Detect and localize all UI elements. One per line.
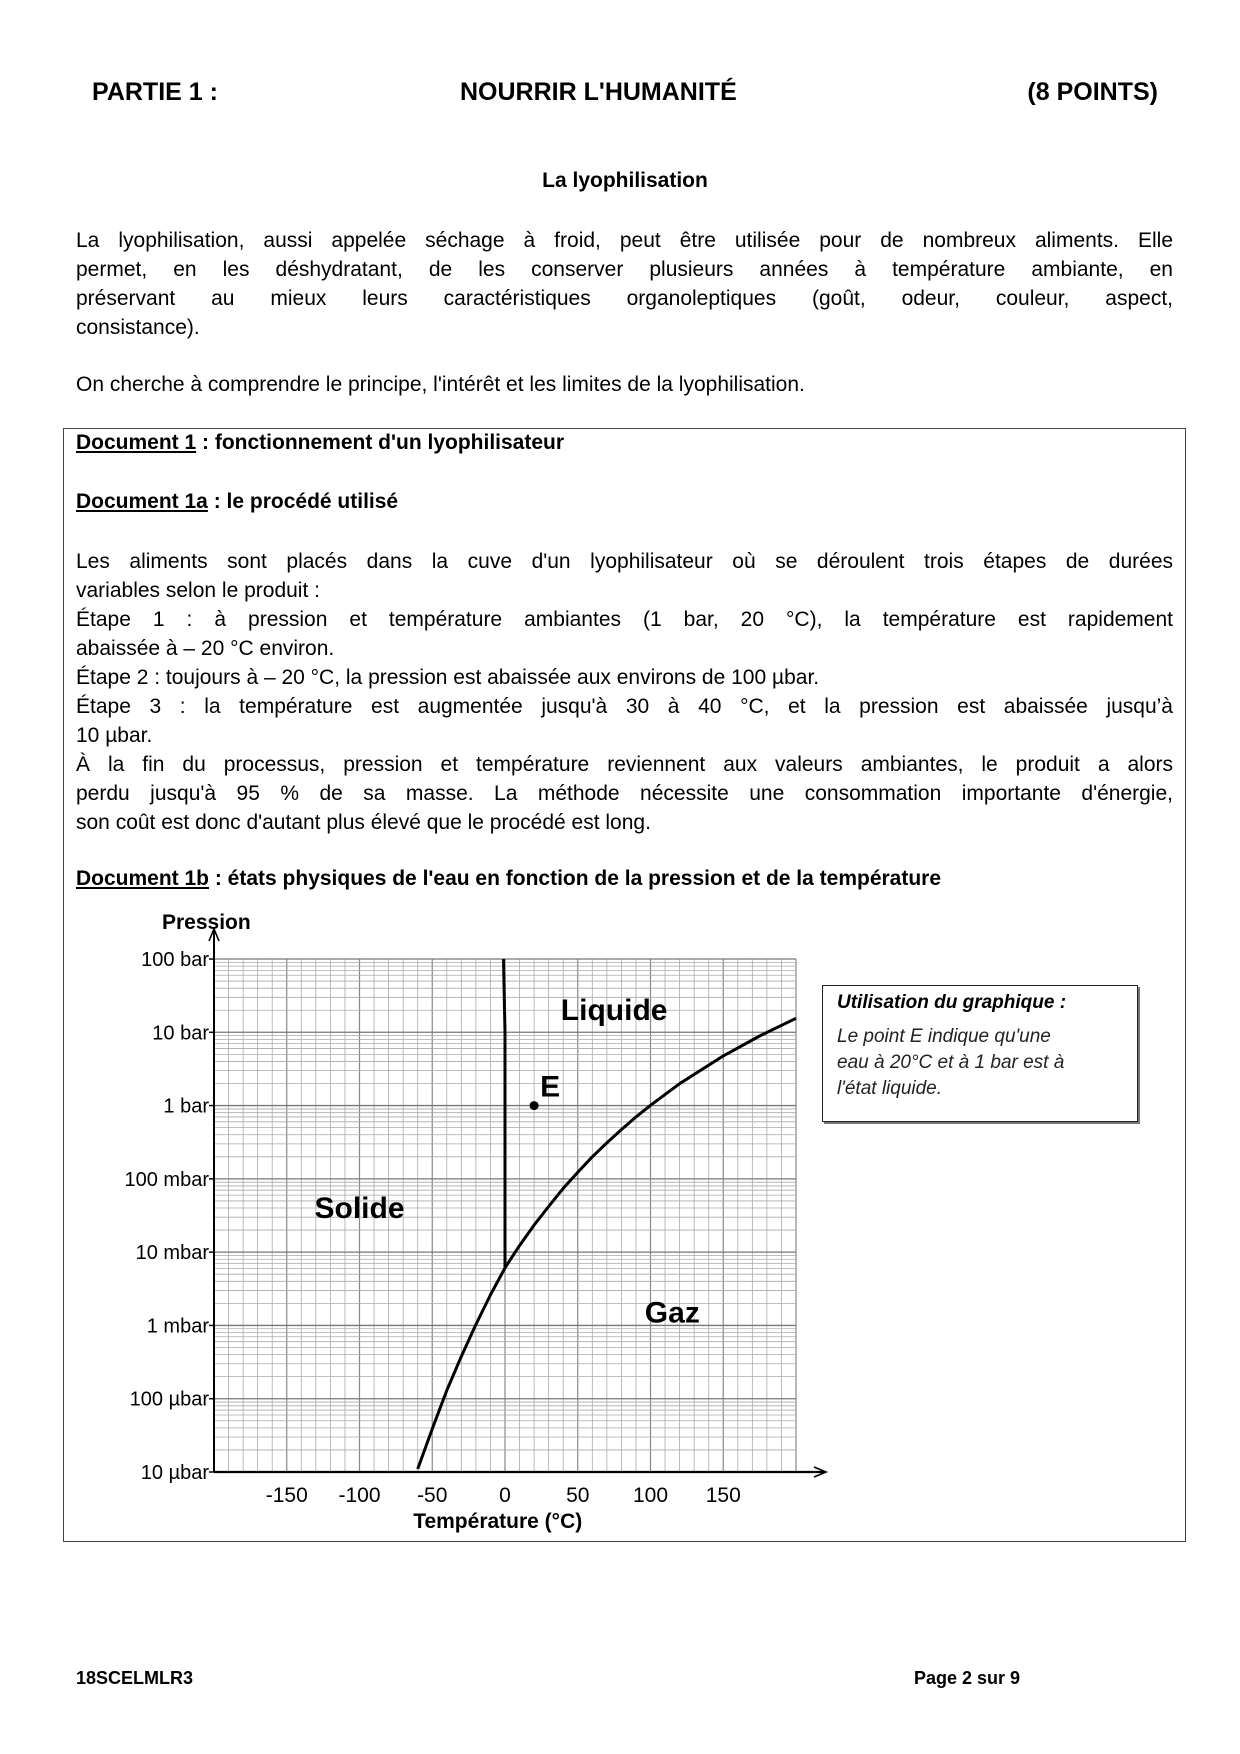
- part-points: (8 POINTS): [1027, 78, 1158, 106]
- intro-line: préservant au mieux leurs caractéristiques organoleptiques (goût, odeur, couleur, aspect,: [76, 287, 1173, 310]
- y-tick-label: 1 mbar: [146, 1315, 209, 1338]
- curve-fusion: [504, 959, 506, 1268]
- doc1a-line: Étape 1 : à pression et température ambiantes (1 bar, 20 °C), la température est rapidement: [76, 608, 1173, 631]
- usage-line: Le point E indique qu'une: [837, 1026, 1051, 1047]
- intro-line: La lyophilisation, aussi appelée séchage à froid, peut être utilisée pour de nombreux aliments. Elle: [76, 229, 1173, 252]
- doc1a-line: Étape 2 : toujours à – 20 °C, la pression est abaissée aux environs de 100 µbar.: [76, 666, 820, 689]
- goal-paragraph: On cherche à comprendre le principe, l'intérêt et les limites de la lyophilisation.: [76, 373, 805, 396]
- usage-line: l'état liquide.: [837, 1078, 943, 1099]
- intro-line: permet, en les déshydratant, de les conserver plusieurs années à température ambiante, en: [76, 258, 1173, 281]
- usage-line: eau à 20°C et à 1 bar est à: [837, 1052, 1065, 1073]
- part-label: PARTIE 1 :: [92, 78, 218, 106]
- x-tick-label: -150: [265, 1484, 308, 1507]
- doc1-title: : fonctionnement d'un lyophilisateur: [196, 431, 565, 454]
- intro-line: consistance).: [76, 316, 200, 339]
- doc1a-label: Document 1a: [76, 490, 208, 513]
- footer-page: Page 2 sur 9: [914, 1668, 1021, 1688]
- y-tick-label: 100 µbar: [129, 1388, 209, 1411]
- x-tick-label: -50: [417, 1484, 448, 1507]
- x-tick-label: -100: [338, 1484, 381, 1507]
- y-axis-label: Pression: [162, 911, 251, 934]
- x-tick-label: 100: [632, 1484, 669, 1507]
- doc1a-title: : le procédé utilisé: [207, 490, 399, 513]
- y-tick-label: 100 bar: [141, 949, 209, 971]
- doc1a-line: son coût est donc d'autant plus élevé que le procédé est long.: [76, 811, 651, 834]
- part-title: NOURRIR L'HUMANITÉ: [460, 78, 737, 106]
- doc1a-line: variables selon le produit :: [76, 579, 320, 602]
- region-label-solide: Solide: [314, 1192, 405, 1226]
- region-label-liquide: Liquide: [560, 994, 668, 1028]
- usage-title: Utilisation du graphique :: [837, 992, 1067, 1013]
- y-tick-label: 10 mbar: [135, 1242, 209, 1265]
- doc1a-line: Les aliments sont placés dans la cuve d'un lyophilisateur où se déroulent trois étapes de durées: [76, 550, 1173, 573]
- y-tick-label: 100 mbar: [124, 1168, 209, 1191]
- x-tick-label: 0: [499, 1484, 511, 1507]
- x-tick-label: 50: [566, 1484, 590, 1507]
- chart-usage-box: [822, 985, 1138, 1122]
- x-tick-label: 150: [705, 1484, 741, 1507]
- point-E: [530, 1101, 539, 1110]
- doc1a-line: À la fin du processus, pression et température reviennent aux valeurs ambiantes, le produit a alors: [76, 753, 1173, 776]
- section-title: La lyophilisation: [542, 169, 708, 192]
- doc1a-line: perdu jusqu'à 95 % de sa masse. La méthode nécessite une consommation importante d'énergie,: [76, 782, 1173, 805]
- doc1-label: Document 1: [76, 431, 197, 454]
- doc1a-line: abaissée à – 20 °C environ.: [76, 637, 335, 660]
- region-label-gaz: Gaz: [644, 1296, 700, 1330]
- doc1a-line: 10 µbar.: [76, 724, 153, 747]
- footer-code: 18SCELMLR3: [76, 1668, 194, 1688]
- doc1a-line: Étape 3 : la température est augmentée jusqu'à 30 à 40 °C, et la pression est abaissée jusqu’à: [76, 695, 1173, 718]
- y-tick-label: 1 bar: [163, 1095, 209, 1118]
- doc1b-title: : états physiques de l'eau en fonction de la pression et de la température: [209, 867, 942, 890]
- x-axis-label: Température (°C): [413, 1510, 583, 1533]
- y-tick-label: 10 µbar: [140, 1462, 209, 1484]
- y-tick-label: 10 bar: [152, 1022, 209, 1045]
- point-label: E: [540, 1070, 561, 1104]
- doc1b-label: Document 1b: [76, 867, 210, 890]
